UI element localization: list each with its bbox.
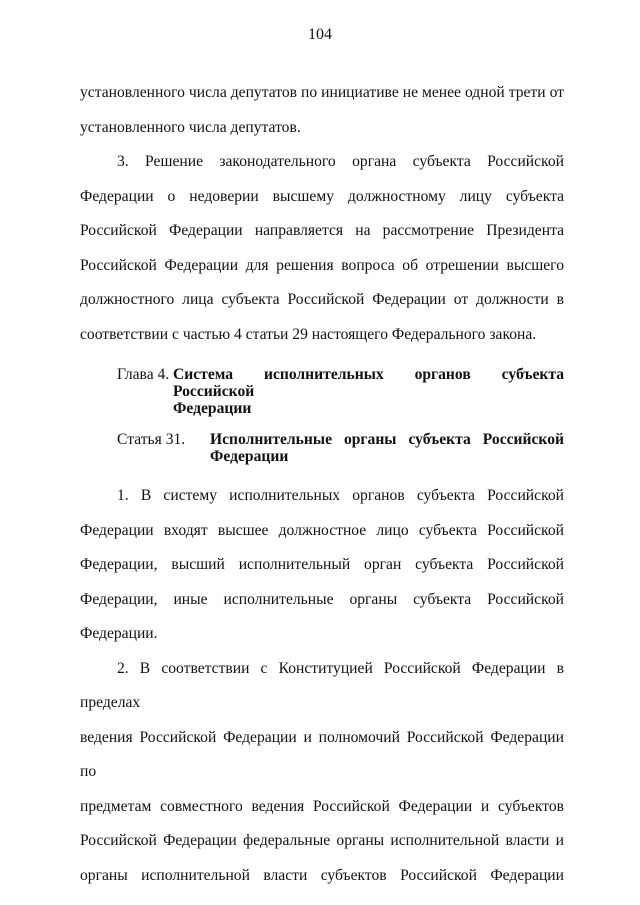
text-line: Федерации о недоверии высшему должностному лицу субъекта	[80, 187, 564, 205]
chapter-title-line: Система исполнительных органов субъекта Российской	[173, 366, 564, 400]
article-title-line: Федерации	[210, 448, 289, 465]
article-title	[210, 431, 564, 465]
text-line: ведения Российской Федерации и полномочий Российской Федерации по	[80, 728, 564, 780]
text-line: Федерации.	[80, 625, 158, 642]
chapter-heading	[80, 366, 564, 417]
article-title-line: Исполнительные органы субъекта Российской	[210, 431, 564, 448]
article-label: Статья 31.	[117, 431, 186, 448]
text-line: Российской Федерации для решения вопроса об отрешении высшего	[80, 256, 564, 274]
chapter-title	[173, 366, 564, 417]
text-line: 1. В систему исполнительных органов субъекта Российской	[117, 487, 564, 504]
text-line: установленного числа депутатов по инициативе не менее одной трети от	[80, 84, 564, 101]
paragraph-1	[80, 479, 564, 652]
paragraph-2	[80, 652, 564, 894]
page-number: 104	[308, 26, 332, 43]
text-line: 2. В соответствии с Конституцией Российской Федерации в пределах	[80, 659, 564, 711]
text-line: органы исполнительной власти субъектов Российской Федерации	[80, 866, 564, 884]
document-body	[80, 76, 564, 893]
text-line: предметам совместного ведения Российской Федерации и субъектов	[80, 797, 564, 815]
text-line: должностного лица субъекта Российской Федерации от должности в	[80, 291, 564, 308]
paragraph-continuation	[80, 76, 564, 145]
chapter-title-line: Федерации	[173, 400, 252, 417]
text-line: Российской Федерации направляется на рассмотрение Президента	[80, 222, 564, 239]
text-line: Федерации, высший исполнительный орган субъекта Российской	[80, 556, 564, 573]
text-line: Федерации, иные исполнительные органы субъекта Российской	[80, 590, 564, 608]
text-line: установленного числа депутатов.	[80, 118, 301, 136]
chapter-label: Глава 4.	[117, 366, 170, 383]
text-line: Российской Федерации федеральные органы исполнительной власти и	[80, 832, 564, 849]
text-line: Федерации входят высшее должностное лицо субъекта Российской	[80, 521, 564, 539]
text-line: 3. Решение законодательного органа субъекта Российской	[117, 153, 564, 170]
text-line: соответствии с частью 4 статьи 29 настоящего Федерального закона.	[80, 325, 537, 343]
paragraph-3	[80, 145, 564, 352]
article-heading	[80, 431, 564, 465]
